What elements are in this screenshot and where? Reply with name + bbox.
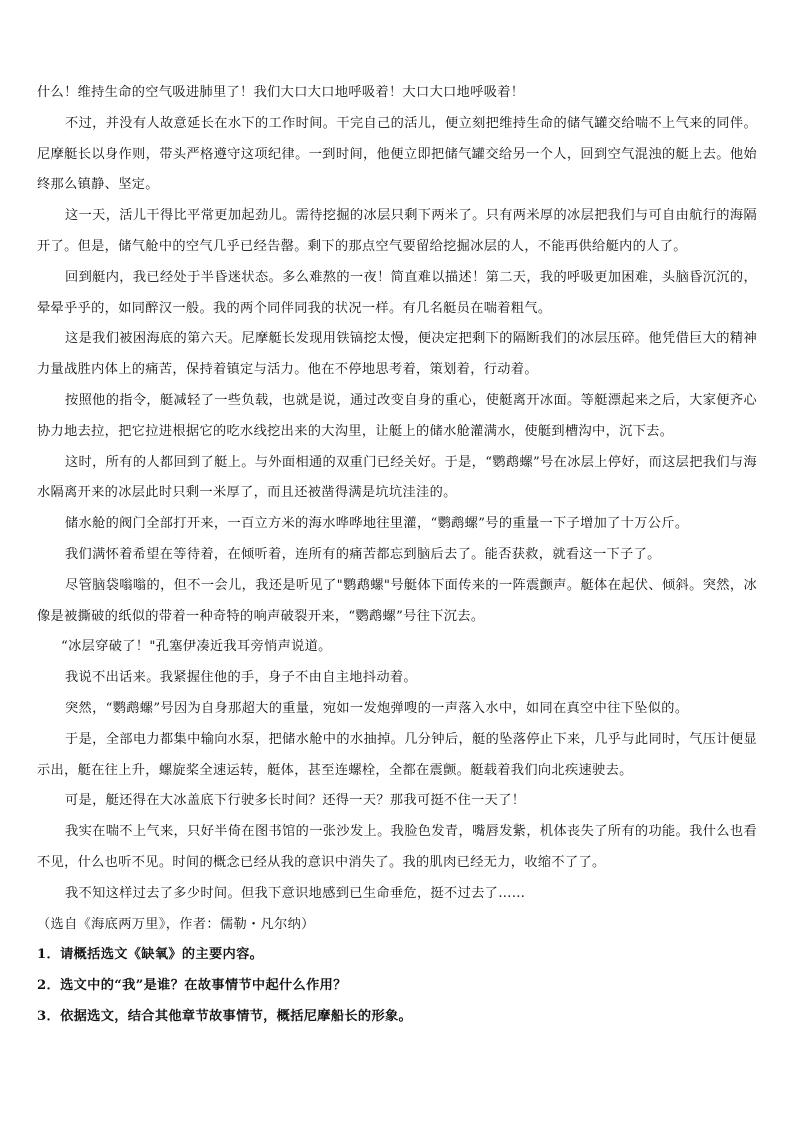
paragraph: 尽管脑袋嗡嗡的，但不一会儿，我还是听见了"鹦鹉螺"号艇体下面传来的一阵震颤声。艇体在起伏、倾斜。突然，冰像是被撕破的纸似的带着一种奇特的响声破裂开来，“鹦鹉螺”号往下沉去。 [37,577,757,624]
paragraph: “冰层穿破了！"孔塞伊凑近我耳旁悄声说道。 [61,639,332,655]
paragraph: 于是，全部电力都集中输向水泵，把储水舱中的水抽掉。几分钟后，艇的坠落停止下来，几乎与此同时，气压计便显示出，艇在往上升，螺旋桨全速运转，艇体，甚至连螺栓，全都在震颤。艇载着我们向北疾速驶去。 [37,731,757,778]
question-text: 依据选文，结合其他章节故事情节，概括尼摩船长的形象。 [60,1008,413,1024]
question-3 [37,1002,757,1033]
paragraph: 回到艇内，我已经处于半昏迷状态。多么难熬的一夜！简直难以描述！第二天，我的呼吸更加困难，头脑昏沉沉的，晕晕乎乎的，如同醉汉一般。我的两个同伴同我的状况一样。有几名艇员在喘着粗气。 [37,269,757,316]
paragraph: 我说不出话来。我紧握住他的手，身子不由自主地抖动着。 [65,670,417,686]
paragraph: 突然，“鹦鹉螺”号因为自身那超大的重量，宛如一发炮弹嗖的一声落入水中，如同在真空中往下坠似的。 [65,700,689,716]
paragraph: 我们满怀着希望在等待着，在倾听着，连所有的痛苦都忘到脑后去了。能否获救，就看这一下子了。 [65,546,661,562]
paragraph: 这是我们被困海底的第六天。尼摩艇长发现用铁镐挖太慢，便决定把剩下的隔断我们的冰层压碎。他凭借巨大的精神力量战胜内体上的痛苦，保持着镇定与活力。他在不停地思考着，策划着，行动着。 [37,331,757,378]
paragraph: 我不知这样过去了多少时间。但我下意识地感到已生命垂危，挺不过去了…… [65,885,526,901]
question-number: 1． [37,947,61,963]
paragraph: 这时，所有的人都回到了艇上。与外面相通的双重门已经关好。于是，“鹦鹉螺”号在冰层上停好，而这层把我们与海水隔离开来的冰层此时只剩一米厚了，而且还被凿得满是坑坑洼洼的。 [37,454,757,501]
question-1 [37,940,757,971]
paragraph: 什么！维持生命的空气吸进肺里了！我们大口大口地呼吸着！大口大口地呼吸着！ [37,85,525,100]
paragraph: 不过，并没有人故意延长在水下的工作时间。干完自己的活儿，便立刻把维持生命的储气罐交给喘不上气来的同伴。尼摩艇长以身作则，带头严格遵守这项纪律。一到时间，他便立即把储气罐交给另一个人，回到空气混浊的艇上去。他始终那么镇静、坚定。 [37,115,757,193]
question-text: 请概括选文《缺氧》的主要内容。 [60,947,264,963]
paragraph: 可是，艇还得在大冰盖底下行驶多长时间？还得一天？那我可挺不住一天了！ [65,793,526,809]
question-number: 3． [37,1008,61,1024]
article-body [37,78,757,1033]
question-number: 2． [37,978,61,994]
paragraph: 按照他的指令，艇减轻了一些负载，也就是说，通过改变自身的重心，使艇离开冰面。等艇漂起来之后，大家便齐心协力地去拉，把它拉进根据它的吃水线挖出来的大沟里，让艇上的储水舱灌满水，使艇到槽沟中，沉下去。 [37,392,757,439]
question-text: 选文中的“我”是谁？在故事情节中起什么作用？ [60,978,347,994]
paragraph: 我实在喘不上气来，只好半倚在图书馆的一张沙发上。我脸色发青，嘴唇发紫，机体丧失了所有的功能。我什么也看不见，什么也听不见。时间的概念已经从我的意识中消失了。我的肌肉已经无力，收缩不了了。 [37,824,757,870]
paragraph: 储水舱的阀门全部打开来，一百立方米的海水哗哗地往里灌，“鹦鹉螺”号的重量一下子增加了十万公斤。 [65,516,689,532]
question-2 [37,971,757,1002]
paragraph: 这一天，活儿干得比平常更加起劲儿。需待挖掘的冰层只剩下两米了。只有两米厚的冰层把我们与可自由航行的海隔开了。但是，储气舱中的空气几乎已经告罄。剩下的那点空气要留给挖掘冰层的人，不能再供给艇内的人了。 [37,208,757,254]
source-citation: （选自《海底两万里》，作者：儒勒・凡尔纳） [37,916,315,932]
